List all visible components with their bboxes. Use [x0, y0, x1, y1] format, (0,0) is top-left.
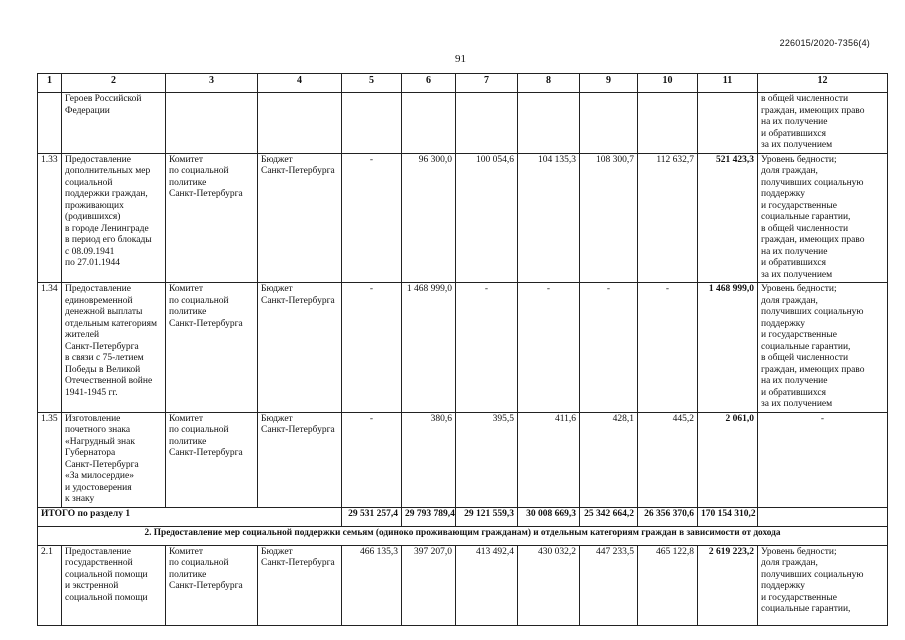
- document-number: 226015/2020-7356(4): [779, 38, 870, 48]
- table-row-continued: [38, 93, 888, 154]
- row-number: 1.33: [38, 153, 62, 283]
- indicator: -: [758, 412, 888, 507]
- measure-name: Героев Российской Федерации: [62, 93, 166, 154]
- column-header-row: [38, 74, 888, 93]
- funding-source: Бюджет Санкт-Петербурга: [258, 545, 342, 625]
- total-value: 26 356 370,6: [638, 507, 698, 526]
- total-value: 29 121 559,3: [456, 507, 518, 526]
- value-total-cell: 1 468 999,0: [698, 283, 758, 413]
- col-header: 12: [758, 74, 888, 93]
- value-cell: 104 135,3: [518, 153, 580, 283]
- measure-name: Предоставление дополнительных мер социальной поддержки граждан, проживающих (родившихся) в городе Ленинграде в период его блокады с 08.09.1941 по 27.01.1944: [62, 153, 166, 283]
- indicator: Уровень бедности; доля граждан, получивших социальную поддержку и государственные социальные гарантии, в общей численности граждан, имеющих право на их получение и обратившихся за их получением: [758, 153, 888, 283]
- col-header: 6: [402, 74, 456, 93]
- total-indicator: [758, 507, 888, 526]
- value-cell: 411,6: [518, 412, 580, 507]
- executor: [166, 93, 258, 154]
- total-value: 25 342 664,2: [580, 507, 638, 526]
- row-number: 1.35: [38, 412, 62, 507]
- row-number: [38, 93, 62, 154]
- value-cell: [638, 93, 698, 154]
- row-number: 2.1: [38, 545, 62, 625]
- section-header-row: [38, 526, 888, 545]
- funding-source: Бюджет Санкт-Петербурга: [258, 283, 342, 413]
- col-header: 3: [166, 74, 258, 93]
- value-cell: -: [456, 283, 518, 413]
- value-cell: 108 300,7: [580, 153, 638, 283]
- table-row-1-35: [38, 412, 888, 507]
- col-header: 9: [580, 74, 638, 93]
- row-number: 1.34: [38, 283, 62, 413]
- col-header: 4: [258, 74, 342, 93]
- executor: Комитет по социальной политике Санкт-Петербурга: [166, 283, 258, 413]
- table-row-1-34: [38, 283, 888, 413]
- value-cell: 413 492,4: [456, 545, 518, 625]
- table-row-1-33: [38, 153, 888, 283]
- total-label: ИТОГО по разделу 1: [38, 507, 342, 526]
- col-header: 2: [62, 74, 166, 93]
- value-cell: 112 632,7: [638, 153, 698, 283]
- value-cell: [580, 93, 638, 154]
- value-cell: -: [342, 412, 402, 507]
- measure-name: Предоставление государственной социальной помощи и экстренной социальной помощи: [62, 545, 166, 625]
- funding-source: Бюджет Санкт-Петербурга: [258, 412, 342, 507]
- value-cell: 100 054,6: [456, 153, 518, 283]
- indicator: в общей численности граждан, имеющих право на их получение и обратившихся за их получением: [758, 93, 888, 154]
- value-cell: 1 468 999,0: [402, 283, 456, 413]
- value-cell: -: [342, 153, 402, 283]
- col-header: 11: [698, 74, 758, 93]
- value-cell: [342, 93, 402, 154]
- value-cell: 447 233,5: [580, 545, 638, 625]
- value-total-cell: 521 423,3: [698, 153, 758, 283]
- section-title: 2. Предоставление мер социальной поддержки семьям (одиноко проживающим гражданам) и отдельным категориям граждан в зависимости от дохода: [38, 526, 888, 545]
- table-row-2-1: [38, 545, 888, 625]
- value-cell: 380,6: [402, 412, 456, 507]
- col-header: 5: [342, 74, 402, 93]
- value-cell: [402, 93, 456, 154]
- indicator: Уровень бедности; доля граждан, получивших социальную поддержку и государственные социальные гарантии,: [758, 545, 888, 625]
- col-header: 8: [518, 74, 580, 93]
- value-cell: [456, 93, 518, 154]
- value-cell: [698, 93, 758, 154]
- section-total-row: [38, 507, 888, 526]
- total-value: 29 531 257,4: [342, 507, 402, 526]
- value-cell: 465 122,8: [638, 545, 698, 625]
- value-cell: 397 207,0: [402, 545, 456, 625]
- value-cell: [518, 93, 580, 154]
- executor: Комитет по социальной политике Санкт-Петербурга: [166, 153, 258, 283]
- value-cell: 445,2: [638, 412, 698, 507]
- value-cell: 96 300,0: [402, 153, 456, 283]
- total-value: 29 793 789,4: [402, 507, 456, 526]
- measure-name: Предоставление единовременной денежной выплаты отдельным категориям жителей Санкт-Петербурга в связи с 75-летием Победы в Великой Отечественной войне 1941-1945 гг.: [62, 283, 166, 413]
- value-cell: -: [638, 283, 698, 413]
- value-total-cell: 2 061,0: [698, 412, 758, 507]
- value-cell: 428,1: [580, 412, 638, 507]
- value-cell: -: [580, 283, 638, 413]
- funding-source: Бюджет Санкт-Петербурга: [258, 153, 342, 283]
- total-value: 30 008 669,3: [518, 507, 580, 526]
- indicator: Уровень бедности; доля граждан, получивших социальную поддержку и государственные социальные гарантии, в общей численности граждан, имеющих право на их получение и обратившихся за их получением: [758, 283, 888, 413]
- value-cell: 430 032,2: [518, 545, 580, 625]
- value-total-cell: 2 619 223,2: [698, 545, 758, 625]
- value-cell: -: [518, 283, 580, 413]
- value-cell: 466 135,3: [342, 545, 402, 625]
- funding-source: [258, 93, 342, 154]
- col-header: 10: [638, 74, 698, 93]
- value-cell: 395,5: [456, 412, 518, 507]
- executor: Комитет по социальной политике Санкт-Петербурга: [166, 412, 258, 507]
- col-header: 7: [456, 74, 518, 93]
- budget-table: [37, 73, 888, 626]
- total-value: 170 154 310,2: [698, 507, 758, 526]
- col-header: 1: [38, 74, 62, 93]
- executor: Комитет по социальной политике Санкт-Петербурга: [166, 545, 258, 625]
- value-cell: -: [342, 283, 402, 413]
- page-number: 91: [455, 53, 466, 65]
- measure-name: Изготовление почетного знака «Нагрудный знак Губернатора Санкт-Петербурга «За милосердие» и удостоверения к знаку: [62, 412, 166, 507]
